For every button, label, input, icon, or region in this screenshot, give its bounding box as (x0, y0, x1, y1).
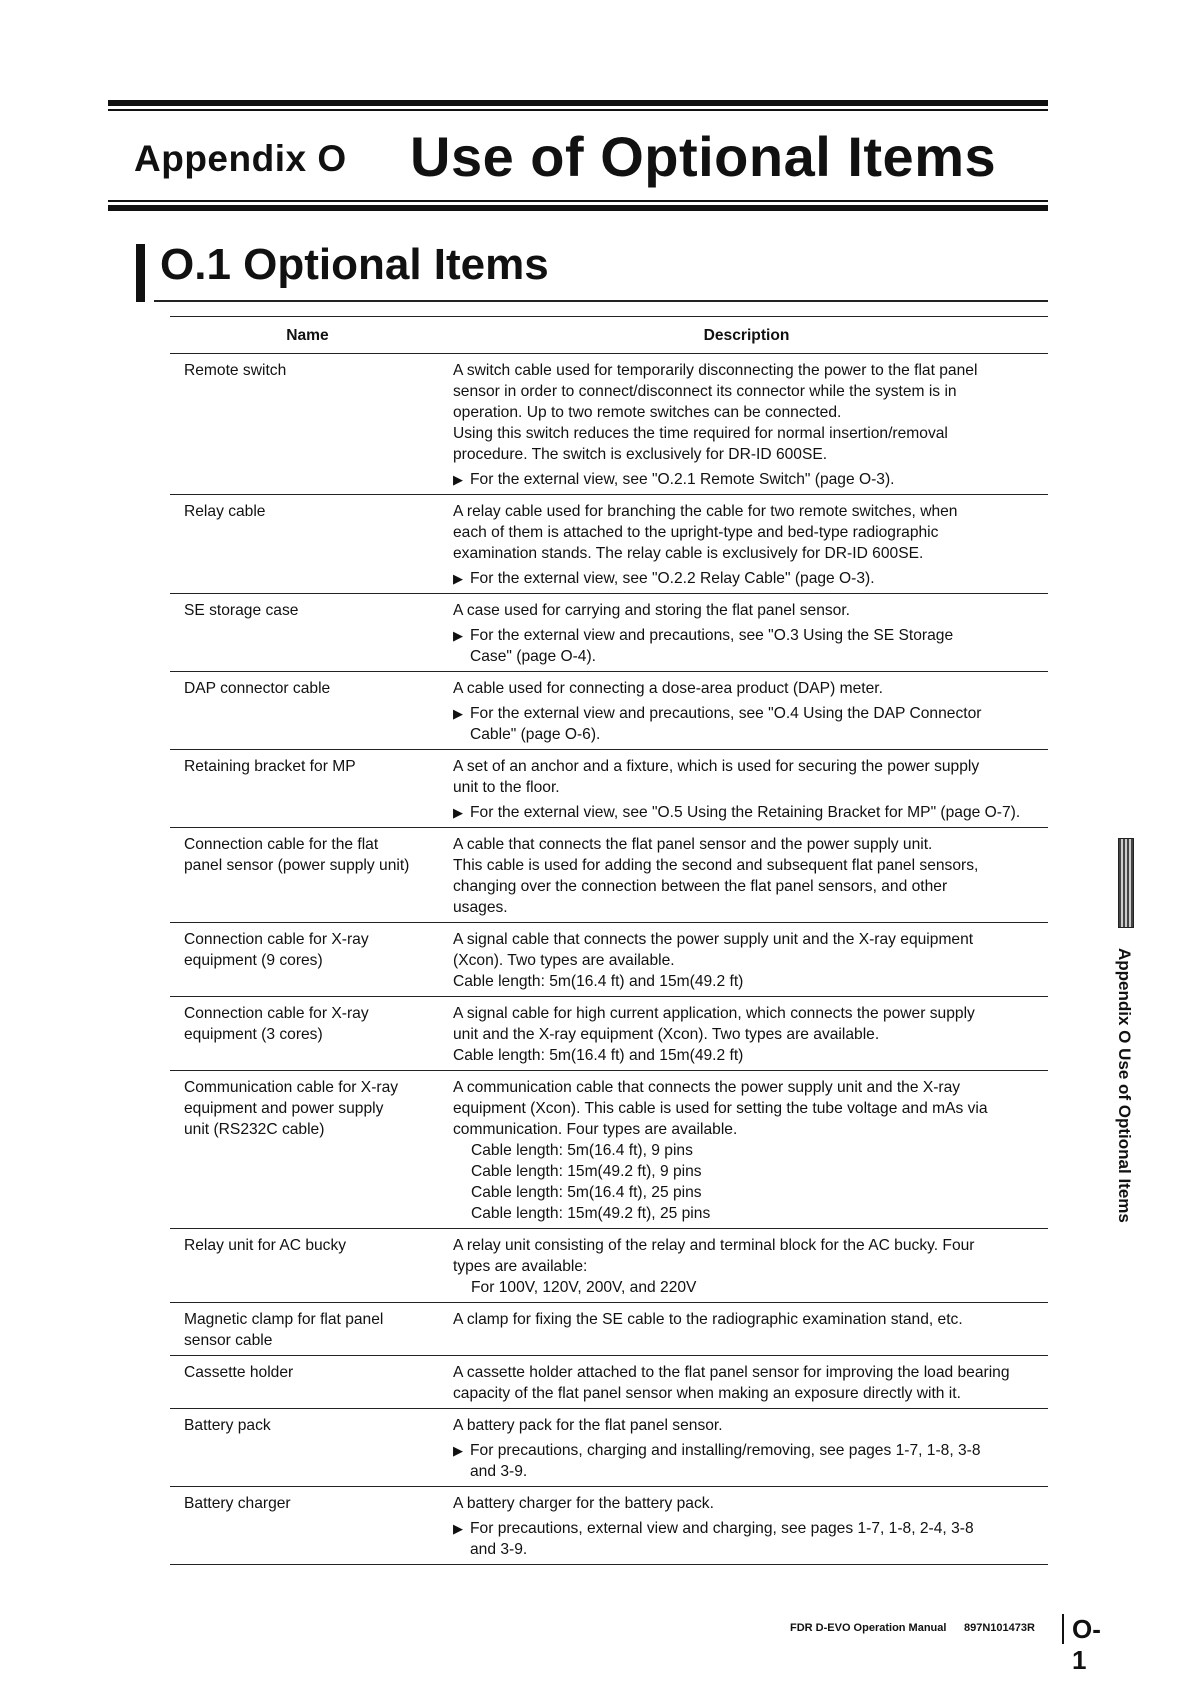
item-description: A battery charger for the battery pack. (453, 1495, 714, 1512)
item-sub-list: Cable length: 5m(16.4 ft), 9 pins Cable length: 15m(49.2 ft), 9 pins Cable length: 5m(16.4 ft), 25 pins Cable length: 15m(49.2 ft), 25 pins (471, 1142, 711, 1222)
item-description: A cassette holder attached to the flat panel sensor for improving the load bearing capacity of the flat panel sensor when making an exposure directly with it. (453, 1364, 1010, 1402)
item-description-cell (444, 834, 1048, 918)
reference-arrow-icon: ▶ (453, 1443, 463, 1458)
section-marker-bar (136, 244, 145, 302)
reference-text: For the external view, see "O.2.1 Remote Switch" (page O-3). (470, 471, 895, 488)
reference-text: For the external view, see "O.5 Using the Retaining Bracket for MP" (page O-7). (470, 804, 1021, 821)
table-row (170, 997, 1048, 1071)
item-description-cell (444, 1309, 1048, 1351)
item-description-cell (444, 756, 1048, 823)
bottom-rule (108, 205, 1048, 211)
page-number: O-1 (1072, 1614, 1101, 1675)
cross-reference (453, 1518, 1038, 1560)
cross-reference (453, 568, 1038, 589)
reference-arrow-icon: ▶ (453, 628, 463, 643)
table-row (170, 1071, 1048, 1229)
item-description-cell (444, 501, 1048, 589)
item-description-cell (444, 1003, 1048, 1066)
table-row (170, 1229, 1048, 1303)
table-row (170, 1356, 1048, 1409)
reference-text: For precautions, external view and charging, see pages 1-7, 1-8, 2-4, 3-8 and 3-9. (470, 1520, 974, 1558)
item-description: A battery pack for the flat panel sensor. (453, 1417, 723, 1434)
item-name: DAP connector cable (184, 680, 331, 697)
item-description-cell (444, 1235, 1048, 1298)
item-name: Battery charger (184, 1495, 291, 1512)
item-description: A cable that connects the flat panel sensor and the power supply unit. This cable is used for adding the second and subsequent flat panel sensors, changing over the connection between the flat panel sensors, and other usages. (453, 836, 979, 916)
item-name: Communication cable for X-ray equipment and power supply unit (RS232C cable) (184, 1079, 399, 1138)
item-description: A case used for carrying and storing the flat panel sensor. (453, 602, 851, 619)
reference-arrow-icon: ▶ (453, 1521, 463, 1536)
item-description-cell (444, 360, 1048, 490)
side-tab-label: Appendix O Use of Optional Items (1115, 948, 1134, 1223)
cross-reference (453, 1440, 1038, 1482)
item-description: A signal cable that connects the power supply unit and the X-ray equipment (Xcon). Two types are available. Cable length: 5m(16.4 ft) and 15m(49.2 ft) (453, 931, 974, 990)
table-header (170, 316, 1048, 354)
top-rule (108, 100, 1048, 106)
cross-reference (453, 625, 1038, 667)
item-description-cell (444, 1362, 1048, 1404)
item-name: Remote switch (184, 362, 287, 379)
optional-items-table (170, 316, 1048, 1565)
item-name: Retaining bracket for MP (184, 758, 356, 775)
footer-manual-title: FDR D-EVO Operation Manual (790, 1622, 947, 1634)
cross-reference (453, 802, 1038, 823)
item-sub-list: For 100V, 120V, 200V, and 220V (471, 1279, 697, 1296)
table-row (170, 672, 1048, 750)
item-description: A clamp for fixing the SE cable to the radiographic examination stand, etc. (453, 1311, 963, 1328)
item-name: Relay unit for AC bucky (184, 1237, 347, 1254)
reference-arrow-icon: ▶ (453, 472, 463, 487)
item-description-cell (444, 929, 1048, 992)
cross-reference (453, 703, 1038, 745)
item-description: A communication cable that connects the power supply unit and the X-ray equipment (Xcon). This cable is used for setting the tube voltage and mAs via communication. Four types are available. (453, 1079, 988, 1138)
footer-separator (1062, 1614, 1064, 1644)
section-rule (154, 300, 1048, 302)
section-title: O.1 Optional Items (160, 240, 549, 289)
reference-arrow-icon: ▶ (453, 805, 463, 820)
reference-arrow-icon: ▶ (453, 571, 463, 586)
item-name: Battery pack (184, 1417, 271, 1434)
item-description-cell (444, 1493, 1048, 1560)
item-description-cell (444, 1077, 1048, 1224)
table-row (170, 1409, 1048, 1487)
header-name: Name (286, 326, 329, 344)
item-name: Relay cable (184, 503, 266, 520)
reference-text: For the external view and precautions, see "O.3 Using the SE Storage Case" (page O-4). (470, 627, 954, 665)
item-description-cell (444, 600, 1048, 667)
item-name: Connection cable for the flat panel sensor (power supply unit) (184, 836, 410, 874)
item-description-cell (444, 678, 1048, 745)
item-name: Cassette holder (184, 1364, 294, 1381)
item-name: Connection cable for X-ray equipment (9 cores) (184, 931, 369, 969)
item-description: A signal cable for high current application, which connects the power supply unit and the X-ray equipment (Xcon). Two types are available. Cable length: 5m(16.4 ft) and 15m(49.2 ft) (453, 1005, 975, 1064)
table-row (170, 828, 1048, 923)
table-row (170, 1487, 1048, 1565)
top-rule-thin (108, 109, 1048, 111)
reference-text: For the external view, see "O.2.2 Relay Cable" (page O-3). (470, 570, 875, 587)
item-name: SE storage case (184, 602, 299, 619)
table-row (170, 354, 1048, 495)
page-footer (790, 1614, 1110, 1675)
table-body (170, 354, 1048, 1565)
table-row (170, 750, 1048, 828)
header-description: Description (703, 326, 790, 344)
reference-text: For precautions, charging and installing/removing, see pages 1-7, 1-8, 3-8 and 3-9. (470, 1442, 981, 1480)
side-index-marker (1118, 838, 1134, 928)
reference-arrow-icon: ▶ (453, 706, 463, 721)
item-description: A relay cable used for branching the cable for two remote switches, when each of them is attached to the upright-type and bed-type radiographic examination stands. The relay cable is exclusively for DR-ID 600SE. (453, 503, 958, 562)
chapter-label: Appendix O (134, 138, 347, 179)
table-row (170, 594, 1048, 672)
reference-text: For the external view and precautions, see "O.4 Using the DAP Connector Cable" (page O-6). (470, 705, 982, 743)
item-name: Magnetic clamp for flat panel sensor cable (184, 1311, 384, 1349)
table-row (170, 923, 1048, 997)
item-name: Connection cable for X-ray equipment (3 cores) (184, 1005, 369, 1043)
chapter-title: Use of Optional Items (410, 125, 997, 188)
item-description: A relay unit consisting of the relay and terminal block for the AC bucky. Four types are available: (453, 1237, 975, 1275)
chapter-header (134, 118, 1034, 198)
item-description-cell (444, 1415, 1048, 1482)
bottom-rule-thin (108, 200, 1048, 202)
item-description: A switch cable used for temporarily disconnecting the power to the flat panel sensor in order to connect/disconnect its connector while the system is in operation. Up to two remote switches can be connected. Using this switch reduces the time required for normal insertion/removal procedure. The switch is exclusively for DR-ID 600SE. (453, 362, 978, 463)
footer-document-code: 897N101473R (964, 1622, 1035, 1634)
table-row (170, 495, 1048, 594)
table-row (170, 1303, 1048, 1356)
item-description: A set of an anchor and a fixture, which is used for securing the power supply unit to the floor. (453, 758, 980, 796)
cross-reference (453, 469, 1038, 490)
item-description: A cable used for connecting a dose-area product (DAP) meter. (453, 680, 883, 697)
